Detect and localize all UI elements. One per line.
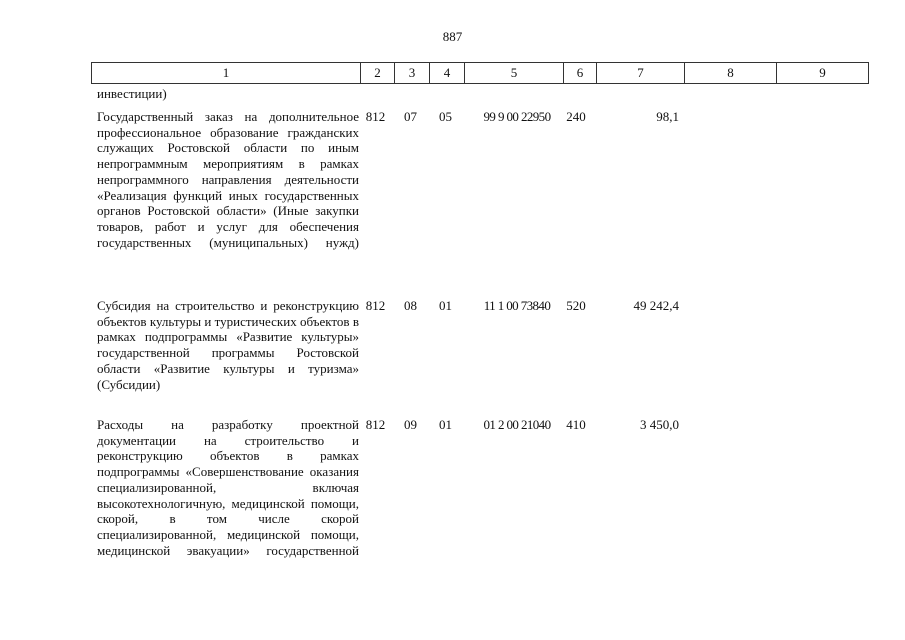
- row-amount: 98,1: [656, 109, 679, 124]
- row-description: инвестиции): [97, 86, 167, 101]
- header-col-2: 2: [361, 63, 395, 84]
- row-ministry-code: 812: [365, 417, 386, 432]
- row-target-article: 11 1 00 73840: [483, 298, 551, 313]
- row-amount: 49 242,4: [633, 298, 679, 313]
- row-expense-type: 410: [566, 417, 586, 432]
- row-subsection: 01: [439, 417, 452, 432]
- page-number: 887: [442, 29, 463, 44]
- row-description: Расходы на разработку проектной документации на строительство и реконструкцию объектов в рамках подпрограммы «Совершенствование оказания специализированной, включая высокотехнологичную, медицинской помощи, скорой, в том числе скорой специализированной, медицинской помощи, медицинской эвакуации» государственной: [97, 417, 359, 558]
- header-col-8: 8: [685, 63, 777, 84]
- row-description: Субсидия на строительство и реконструкцию объектов культуры и туристических объектов в рамках подпрограммы «Развитие культуры» государственной программы Ростовской области «Развитие культуры и туризма» (Субсидии): [97, 298, 359, 392]
- row-expense-type: 240: [566, 109, 586, 124]
- row-expense-type: 520: [566, 298, 586, 313]
- row-target-article: 01 2 00 21040: [483, 417, 551, 432]
- header-col-6: 6: [564, 63, 597, 84]
- row-section: 07: [404, 109, 417, 124]
- row-description: Государственный заказ на дополнительное профессиональное образование гражданских служащих Ростовской области по иным непрограммным мероприятиям в рамках непрограммного направления деятельности «Реализация функций иных государственных органов Ростовской области» (Иные закупки товаров, работ и услуг для обеспечения государственных (муниципальных) нужд): [97, 109, 359, 250]
- row-ministry-code: 812: [365, 298, 386, 313]
- row-amount: 3 450,0: [640, 417, 679, 432]
- row-subsection: 05: [439, 109, 452, 124]
- row-target-article: 99 9 00 22950: [483, 109, 551, 124]
- table-row: [91, 86, 863, 109]
- table-row: [91, 298, 863, 417]
- row-section: 09: [404, 417, 417, 432]
- row-section: 08: [404, 298, 417, 313]
- header-col-7: 7: [597, 63, 685, 84]
- header-col-5: 5: [465, 63, 564, 84]
- header-col-4: 4: [430, 63, 465, 84]
- header-col-9: 9: [777, 63, 869, 84]
- table-body: [91, 86, 863, 587]
- table-row: [91, 417, 863, 587]
- header-col-3: 3: [395, 63, 430, 84]
- row-ministry-code: 812: [365, 109, 386, 124]
- table-row: [91, 109, 863, 298]
- header-col-1: 1: [92, 63, 361, 84]
- table-header: [91, 62, 869, 84]
- row-subsection: 01: [439, 298, 452, 313]
